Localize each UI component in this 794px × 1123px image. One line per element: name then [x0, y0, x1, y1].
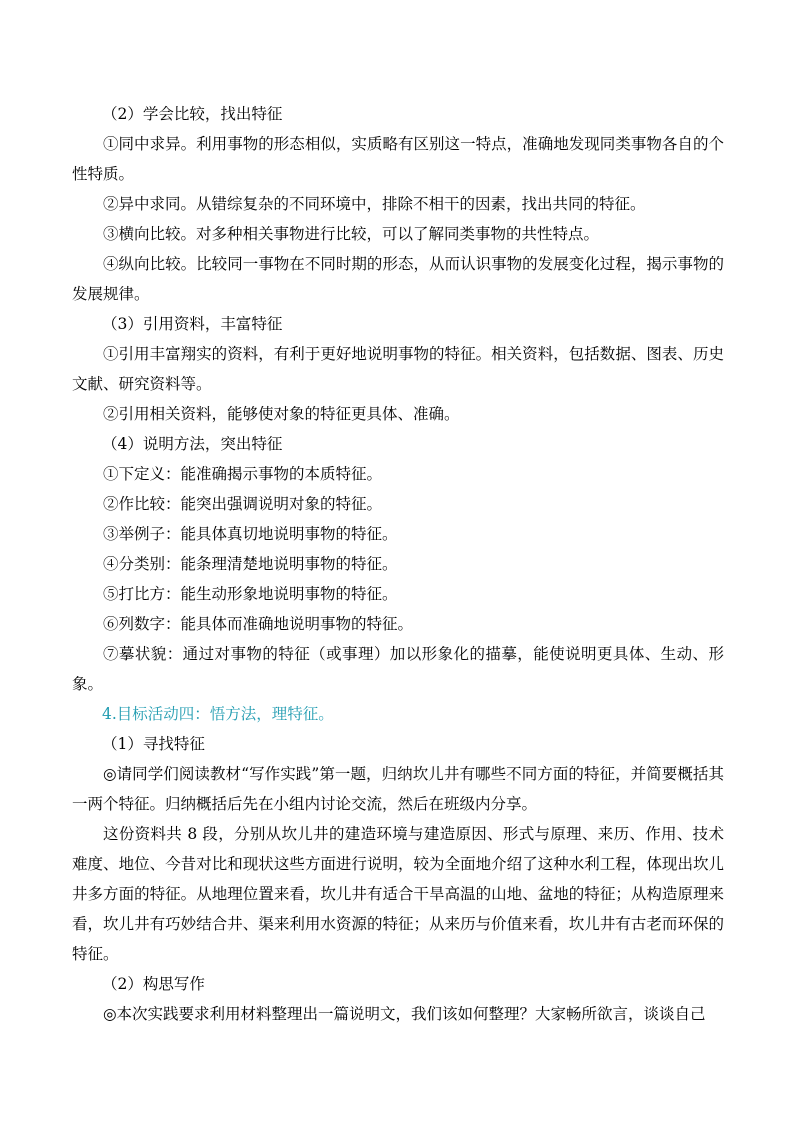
- paragraph-diff-same: ②异中求同。从错综复杂的不同环境中，排除不相干的因素，找出共同的特征。: [103, 195, 646, 213]
- paragraph-cite-related: ②引用相关资料，能够使对象的特征更具体、准确。: [103, 405, 460, 423]
- subheading-find: （1）寻找特征: [102, 735, 205, 753]
- method-definition: ①下定义：能准确揭示事物的本质特征。: [103, 465, 383, 483]
- method-analogy: ⑤打比方：能生动形象地说明事物的特征。: [103, 585, 398, 603]
- paragraph-task-read: ◎请同学们阅读教材“写作实践”第一题，归纳坎儿井有哪些不同方面的特征，并简要概括其一两个特征。归纳概括后先在小组内讨论交流，然后在班级内分享。: [72, 765, 724, 813]
- subheading-write: （2）构思写作: [102, 975, 205, 993]
- subheading-compare: （2）学会比较，找出特征: [102, 105, 283, 123]
- subheading-methods: （4）说明方法，突出特征: [102, 435, 283, 453]
- activity-heading: 4.目标活动四：悟方法，理特征。: [102, 705, 334, 723]
- method-description: ⑦摹状貌：通过对事物的特征（或事理）加以形象化的描摹，能使说明更具体、生动、形象。: [72, 645, 724, 693]
- subheading-cite: （3）引用资料，丰富特征: [102, 315, 283, 333]
- paragraph-same-diff: ①同中求异。利用事物的形态相似，实质略有区别这一特点，准确地发现同类事物各自的个性特质。: [72, 135, 724, 183]
- method-numbers: ⑥列数字：能具体而准确地说明事物的特征。: [103, 615, 414, 633]
- paragraph-horizontal: ③横向比较。对多种相关事物进行比较，可以了解同类事物的共性特点。: [103, 225, 600, 243]
- paragraph-vertical: ④纵向比较。比较同一事物在不同时期的形态，从而认识事物的发展变化过程，揭示事物的发展规律。: [72, 255, 724, 303]
- method-example: ③举例子：能具体真切地说明事物的特征。: [103, 525, 398, 543]
- paragraph-task-write: ◎本次实践要求利用材料整理出一篇说明文，我们该如何整理？大家畅所欲言，谈谈自己: [103, 1005, 706, 1023]
- paragraph-cite-rich: ①引用丰富翔实的资料，有利于更好地说明事物的特征。相关资料，包括数据、图表、历史文献、研究资料等。: [72, 345, 724, 393]
- method-comparison: ②作比较：能突出强调说明对象的特征。: [103, 495, 383, 513]
- method-classification: ④分类别：能条理清楚地说明事物的特征。: [103, 555, 398, 573]
- document-body: [72, 99, 724, 1029]
- paragraph-material-summary: 这份资料共 8 段，分别从坎儿井的建造环境与建造原因、形式与原理、来历、作用、技术难度、地位、今昔对比和现状这些方面进行说明，较为全面地介绍了这种水利工程，体现出坎儿井多方面的特征。从地理位置来看，坎儿井有适合干旱高温的山地、盆地的特征；从构造原理来看，坎儿井有巧妙结合井、渠来利用水资源的特征；从来历与价值来看，坎儿井有古老而环保的特征。: [72, 825, 724, 963]
